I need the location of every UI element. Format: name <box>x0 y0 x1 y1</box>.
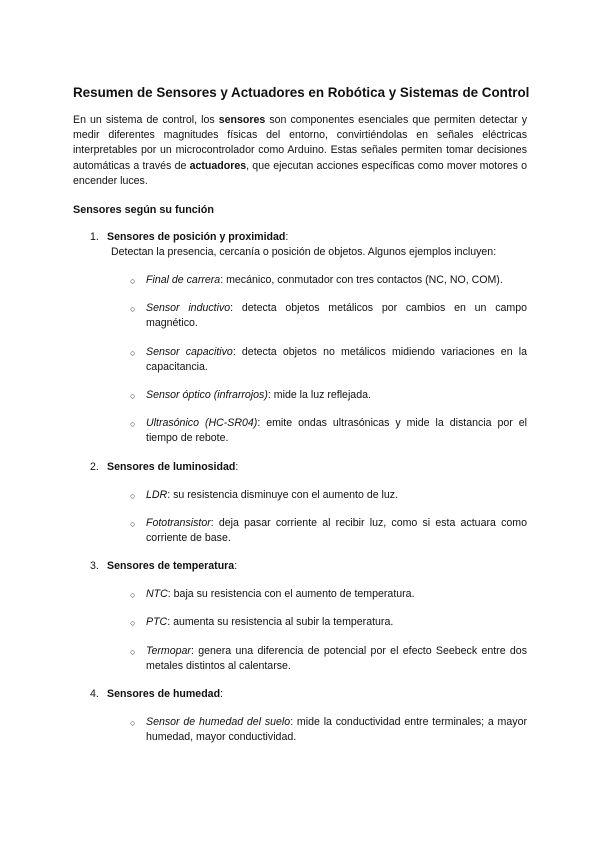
item-term: Ultrasónico (HC-SR04) <box>146 417 258 430</box>
sub-list <box>107 715 527 745</box>
item-colon: : <box>220 688 223 701</box>
item-text: : aumenta su resistencia al subir la temperatura. <box>167 616 394 629</box>
item-number: 2. <box>90 460 99 473</box>
list-item <box>73 644 527 674</box>
intro-paragraph <box>73 113 527 189</box>
item-text: : baja su resistencia con el aumento de temperatura. <box>167 588 415 601</box>
item-term: LDR <box>146 488 168 501</box>
item-number: 4. <box>90 688 99 701</box>
intro-text-3: , que ejecutan acciones específicas como mover motores o encender luces. <box>73 159 527 187</box>
item-heading: Sensores de posición y proximidad <box>107 231 286 244</box>
item-heading: Sensores de luminosidad <box>107 460 236 473</box>
circle-bullet-icon: ○ <box>130 518 136 529</box>
list-item <box>73 615 527 630</box>
list-item <box>73 587 527 602</box>
circle-bullet-icon: ○ <box>130 646 136 657</box>
item-text: : mide la conductividad entre terminales; a mayor humedad, mayor conductividad. <box>146 716 527 744</box>
item-term: Fototransistor <box>146 516 211 529</box>
circle-bullet-icon: ○ <box>130 618 136 629</box>
list-item <box>73 388 527 403</box>
intro-bold-actuadores: actuadores <box>189 159 247 172</box>
list-item <box>73 416 527 446</box>
item-term: Final de carrera <box>146 274 221 287</box>
circle-bullet-icon: ○ <box>130 490 136 501</box>
item-text: : detecta objetos no metálicos midiendo variaciones en la capacitancia. <box>146 345 527 373</box>
circle-bullet-icon: ○ <box>130 590 136 601</box>
sub-list <box>107 488 527 547</box>
list-item <box>73 301 527 331</box>
item-text: : mecánico, conmutador con tres contactos (NC, NO, COM). <box>220 274 503 287</box>
circle-bullet-icon: ○ <box>130 304 136 315</box>
numbered-item-2 <box>73 460 527 547</box>
item-description: Detectan la presencia, cercanía o posición de objetos. Algunos ejemplos incluyen: <box>111 246 497 259</box>
sub-list <box>107 587 527 674</box>
item-colon: : <box>285 231 289 244</box>
document-title: Resumen de Sensores y Actuadores en Robótica y Sistemas de Control <box>73 85 530 100</box>
item-term: Sensor inductivo <box>146 302 231 315</box>
item-term: PTC <box>146 616 168 629</box>
item-term: Sensor de humedad del suelo <box>146 716 291 729</box>
item-text: : mide la luz reflejada. <box>267 389 371 402</box>
item-text: : su resistencia disminuye con el aumento de luz. <box>167 488 399 501</box>
item-text: : detecta objetos metálicos por cambios en un campo magnético. <box>146 302 527 330</box>
item-colon: : <box>235 460 239 473</box>
list-item <box>73 345 527 375</box>
item-heading: Sensores de humedad <box>107 688 221 701</box>
circle-bullet-icon: ○ <box>130 718 136 729</box>
item-term: Termopar <box>146 644 191 657</box>
item-term: Sensor óptico (infrarrojos) <box>146 389 268 402</box>
intro-text-1: En un sistema de control, los <box>73 114 219 126</box>
item-text: : genera una diferencia de potencial por el efecto Seebeck entre dos metales distintos al calentarse. <box>146 644 527 672</box>
item-heading: Sensores de temperatura <box>107 560 235 573</box>
item-number: 1. <box>90 231 99 244</box>
circle-bullet-icon: ○ <box>130 419 136 430</box>
section-title: Sensores según su función <box>73 204 214 217</box>
intro-text-2: son componentes esenciales que permiten detectar y medir diferentes magnitudes físicas del entorno, convirtiéndolas en señales eléctricas interpretables por un microcontrolador como Arduino. Estas señales permiten tomar decisiones automáticas a través de <box>73 114 528 172</box>
numbered-item-3 <box>73 559 527 674</box>
item-number: 3. <box>90 560 99 573</box>
document-page <box>73 84 530 758</box>
list-item <box>73 715 527 745</box>
intro-bold-sensores: sensores <box>218 114 266 126</box>
item-colon: : <box>234 560 238 573</box>
list-item <box>73 273 527 288</box>
numbered-item-4 <box>73 687 527 745</box>
item-term: Sensor capacitivo <box>146 345 233 358</box>
list-item <box>73 488 527 503</box>
item-text: : emite ondas ultrasónicas y mide la distancia por el tiempo de rebote. <box>146 417 527 445</box>
circle-bullet-icon: ○ <box>130 347 136 358</box>
numbered-item-1 <box>73 230 527 447</box>
item-term: NTC <box>146 588 168 601</box>
circle-bullet-icon: ○ <box>130 276 136 287</box>
list-item <box>73 516 527 546</box>
sub-list <box>107 273 527 447</box>
circle-bullet-icon: ○ <box>130 391 136 402</box>
item-text: : deja pasar corriente al recibir luz, como si esta actuara como corriente de base. <box>146 516 527 545</box>
